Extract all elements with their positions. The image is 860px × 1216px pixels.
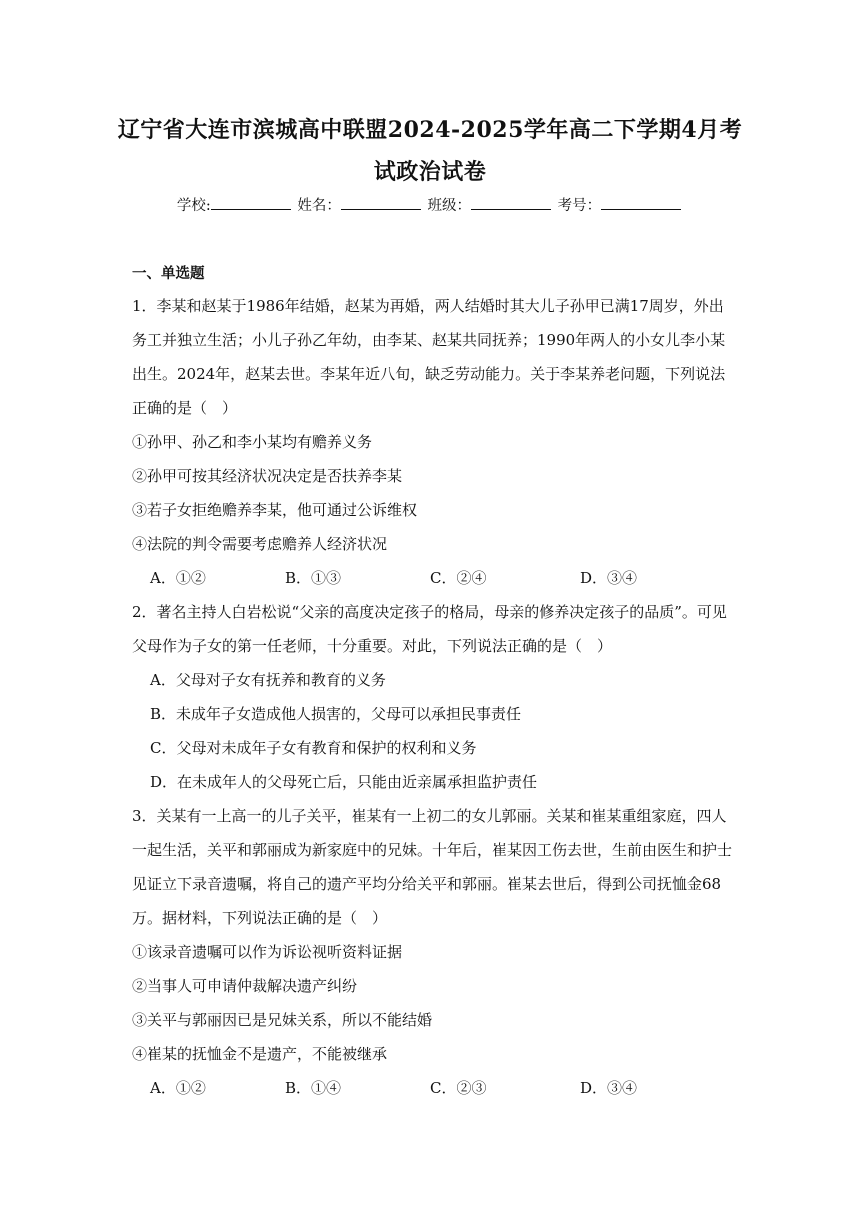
q2-stem-line: 父母作为子女的第一任老师，十分重要。对此，下列说法正确的是（ ）	[132, 637, 613, 655]
q2-option-c[interactable]: C．父母对未成年子女有教育和保护的权利和义务	[150, 739, 477, 757]
q3-stem-line: 3．关某有一上高一的儿子关平，崔某有一上初二的女儿郭丽。关某和崔某重组家庭，四人	[132, 807, 727, 825]
q1-stem-line: 务工并独立生活；小儿子孙乙年幼，由李某、赵某共同抚养；1990年两人的小女儿李小某	[132, 331, 726, 349]
q3-statement: ③关平与郭丽因已是兄妹关系，所以不能结婚	[132, 1011, 433, 1029]
q3-statement: ④崔某的抚恤金不是遗产，不能被继承	[132, 1045, 388, 1063]
q1-statement: ③若子女拒绝赡养李某，他可通过公诉维权	[132, 501, 418, 519]
q1-option-b[interactable]: B．①③	[285, 569, 342, 587]
student-info-row	[0, 194, 860, 218]
q3-statement: ①该录音遗嘱可以作为诉讼视听资料证据	[132, 943, 403, 961]
q1-statement: ①孙甲、孙乙和李小某均有赡养义务	[132, 433, 373, 451]
q3-statement: ②当事人可申请仲裁解决遗产纠纷	[132, 977, 358, 995]
q3-option-a[interactable]: A．①②	[150, 1079, 206, 1097]
school-blank	[211, 195, 291, 210]
q3-stem-line: 一起生活，关平和郭丽成为新家庭中的兄妹。十年后，崔某因工伤去世，生前由医生和护士	[132, 841, 733, 859]
class-blank	[471, 195, 551, 210]
q1-stem-line: 1．李某和赵某于1986年结婚，赵某为再婚，两人结婚时其大儿子孙甲已满17周岁，外出	[132, 297, 724, 315]
q3-stem-line: 见证立下录音遗嘱，将自己的遗产平均分给关平和郭丽。崔某去世后，得到公司抚恤金68	[132, 875, 722, 893]
q1-stem-line: 正确的是（ ）	[132, 399, 238, 417]
school-label: 学校:	[176, 198, 211, 214]
section-heading: 一、单选题	[132, 265, 205, 282]
q1-option-a[interactable]: A．①②	[150, 569, 206, 587]
q2-option-a[interactable]: A．父母对子女有抚养和教育的义务	[150, 671, 386, 689]
exam-title-line1: 辽宁省大连市滨城高中联盟2024-2025学年高二下学期4月考	[117, 117, 743, 143]
q3-option-c[interactable]: C．②③	[430, 1079, 487, 1097]
q1-statement: ②孙甲可按其经济状况决定是否扶养李某	[132, 467, 403, 485]
exam-title-line2: 试政治试卷	[373, 159, 487, 185]
q3-stem-line: 万。据材料，下列说法正确的是（ ）	[132, 909, 388, 927]
q1-statement: ④法院的判令需要考虑赡养人经济状况	[132, 535, 388, 553]
exam-number-blank	[601, 195, 681, 210]
q2-option-d[interactable]: D．在未成年人的父母死亡后，只能由近亲属承担监护责任	[150, 773, 538, 791]
q1-option-d[interactable]: D．③④	[580, 569, 638, 587]
class-label: 班级：	[427, 198, 471, 214]
q3-option-b[interactable]: B．①④	[285, 1079, 342, 1097]
name-blank	[341, 195, 421, 210]
name-label: 姓名：	[297, 198, 341, 214]
q1-stem-line: 出生。2024年，赵某去世。李某年近八旬，缺乏劳动能力。关于李某养老问题，下列说法	[132, 365, 726, 383]
q2-option-b[interactable]: B．未成年子女造成他人损害的，父母可以承担民事责任	[150, 705, 522, 723]
exam-number-label: 考号：	[557, 198, 602, 214]
q2-stem-line: 2．著名主持人白岩松说“父亲的高度决定孩子的格局，母亲的修养决定孩子的品质”。可见	[132, 603, 727, 621]
q1-option-c[interactable]: C．②④	[430, 569, 487, 587]
q3-option-d[interactable]: D．③④	[580, 1079, 638, 1097]
